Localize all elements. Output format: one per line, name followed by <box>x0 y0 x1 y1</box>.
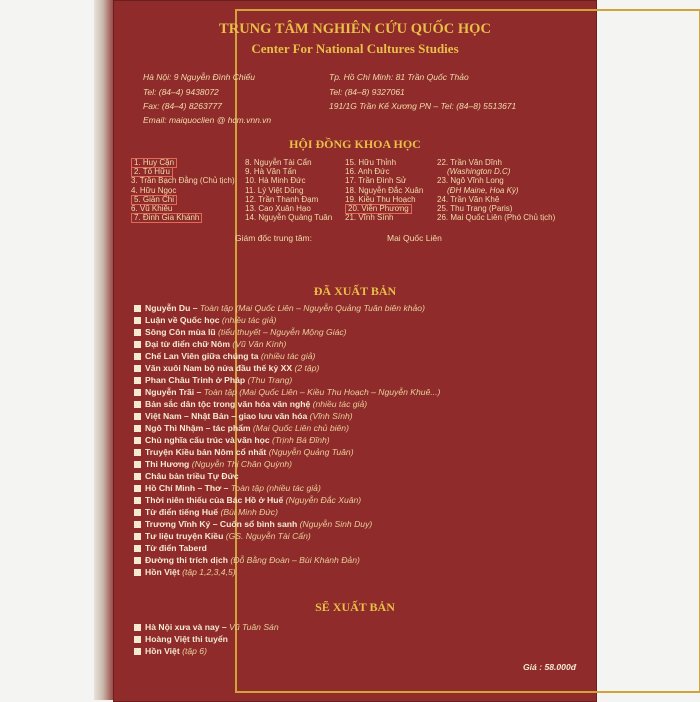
book-title: Từ điển tiếng Huế <box>145 507 219 517</box>
book-note: (Nguyễn Quảng Tuân) <box>268 447 354 457</box>
book-note: (Vũ Văn Kính) <box>232 339 287 349</box>
book-list-item <box>134 518 584 530</box>
book-title: Thời niên thiếu của Bác Hồ ở Huế <box>145 495 284 505</box>
book-note: (2 tập) <box>294 363 320 373</box>
book-list-item <box>134 338 584 350</box>
book-title: Trương Vĩnh Ký – Cuốn sổ bình sanh <box>145 519 298 529</box>
square-bullet-icon <box>134 545 141 552</box>
book-list-item <box>134 506 584 518</box>
book-note: Toàn tập (nhiều tác giả) <box>230 483 321 493</box>
book-note: (Bùi Minh Đức) <box>220 507 278 517</box>
square-bullet-icon <box>134 377 141 384</box>
book-title: Hà Nội xưa và nay – <box>145 622 227 632</box>
council-member: 1. Huy Cận <box>131 158 177 168</box>
book-note: Toàn tập (Mai Quốc Liên – Kiều Thu Hoạch – Nguyễn Khuê...) <box>203 387 441 397</box>
council-member: 19. Kiều Thu Hoạch <box>345 194 416 204</box>
council-member: 6. Vũ Khiêu <box>131 203 173 213</box>
address-hcm-2: 191/1G Trần Kế Xương PN – Tel: (84–8) 5513671 <box>329 101 517 111</box>
council-member: 12. Trần Thanh Đạm <box>245 194 319 204</box>
book-note: (Vĩnh Sính) <box>309 411 353 421</box>
tel-hcm: Tel: (84–8) 9327061 <box>329 87 405 97</box>
council-member: 11. Lý Việt Dũng <box>245 185 304 195</box>
center-title-vietnamese: TRUNG TÂM NGHIÊN CỨU QUỐC HỌC <box>219 21 491 37</box>
center-title-english: Center For National Cultures Studies <box>251 41 459 56</box>
book-note: (Nguyễn Đắc Xuân) <box>285 495 362 505</box>
square-bullet-icon <box>134 365 141 372</box>
council-member: 4. Hữu Ngọc <box>131 185 177 195</box>
book-list-item <box>134 554 584 566</box>
council-member: 18. Nguyễn Đắc Xuân <box>345 185 424 195</box>
book-note: (Nguyễn Thị Chân Quỳnh) <box>191 459 293 469</box>
council-member-note: (ĐH Maine, Hoa Kỳ) <box>447 185 519 195</box>
council-member: 5. Giản Chi <box>131 195 177 205</box>
back-cover <box>113 0 597 702</box>
council-heading: HỘI ĐỒNG KHOA HỌC <box>289 137 421 151</box>
book-title: Truyện Kiều bản Nôm cổ nhất <box>145 447 267 457</box>
council-member: 8. Nguyễn Tài Cẩn <box>245 158 312 167</box>
book-title: Ngô Thì Nhậm – tác phẩm <box>145 423 251 433</box>
book-list-item <box>134 458 584 470</box>
square-bullet-icon <box>134 473 141 480</box>
council-column-4 <box>437 158 555 222</box>
council-member: 24. Trần Văn Khê <box>437 194 500 204</box>
book-note: Vũ Tuân Sán <box>229 622 279 632</box>
council-column-2 <box>245 158 332 222</box>
book-note: (Đỗ Bằng Đoàn – Bùi Khánh Đản) <box>230 555 360 565</box>
book-list-item <box>134 566 584 578</box>
council-member: 2. Tố Hữu <box>131 167 173 177</box>
square-bullet-icon <box>134 437 141 444</box>
published-list <box>134 302 584 578</box>
book-list-item <box>134 530 584 542</box>
book-note: (tập 1,2,3,4,5) <box>182 567 236 577</box>
book-list-item <box>134 434 584 446</box>
book-list-item <box>134 410 584 422</box>
council-member: 21. Vĩnh Sính <box>345 213 394 223</box>
square-bullet-icon <box>134 533 141 540</box>
book-note: (Mai Quốc Liên chủ biên) <box>252 423 349 433</box>
square-bullet-icon <box>134 557 141 564</box>
book-title: Đại từ điển chữ Nôm <box>145 339 231 349</box>
square-bullet-icon <box>134 461 141 468</box>
council-member: 15. Hữu Thỉnh <box>345 158 397 167</box>
council-member: 20. Viễn Phương <box>345 204 412 214</box>
book-list-item <box>134 633 584 645</box>
book-title: Hồn Việt <box>145 567 180 577</box>
square-bullet-icon <box>134 648 141 655</box>
council-column-1 <box>131 158 235 222</box>
book-title: Đường thi trích dịch <box>145 555 228 565</box>
book-list-item <box>134 542 584 554</box>
book-note: (nhiều tác giả) <box>260 351 316 361</box>
book-title: Văn xuôi Nam bộ nửa đầu thế kỷ XX <box>145 363 293 373</box>
book-list-item <box>134 446 584 458</box>
council-member-note: (Washington D.C) <box>447 167 511 177</box>
council-member: 13. Cao Xuân Hạo <box>245 203 311 213</box>
book-note: (Thu Trang) <box>247 375 293 385</box>
book-title: Việt Nam – Nhật Bản – giao lưu văn hóa <box>145 411 308 421</box>
square-bullet-icon <box>134 401 141 408</box>
council-member: 3. Trần Bạch Đằng (Chủ tịch) <box>131 176 235 186</box>
email: Email: maiquoclien @ hcm.vnn.vn <box>143 115 272 125</box>
council-member: 14. Nguyễn Quảng Tuân <box>245 213 333 223</box>
director-label: Giám đốc trung tâm: <box>235 233 313 243</box>
book-note: (tiểu thuyết – Nguyễn Mộng Giác) <box>218 327 347 337</box>
square-bullet-icon <box>134 624 141 631</box>
book-title: Nguyễn Du – <box>145 303 198 313</box>
council-member: 25. Thu Trang (Paris) <box>437 203 513 213</box>
book-list-item <box>134 470 584 482</box>
book-note: (GS. Nguyễn Tài Cẩn) <box>225 531 311 541</box>
square-bullet-icon <box>134 497 141 504</box>
book-title: Thi Hương <box>145 459 190 469</box>
book-list-item <box>134 302 584 314</box>
book-list-item <box>134 326 584 338</box>
council-member: 10. Hà Minh Đức <box>245 176 306 186</box>
book-title: Chủ nghĩa cấu trúc và văn học <box>145 435 270 445</box>
upcoming-heading: SẼ XUẤT BẢN <box>315 600 395 614</box>
square-bullet-icon <box>134 636 141 643</box>
book-title: Chế Lan Viên giữa chúng ta <box>145 351 259 361</box>
book-list-item <box>134 621 584 633</box>
book-note: Toàn tập (Mai Quốc Liên – Nguyễn Quảng Tuân biên khảo) <box>199 303 425 313</box>
square-bullet-icon <box>134 569 141 576</box>
square-bullet-icon <box>134 509 141 516</box>
council-member: 22. Trần Văn Dĩnh <box>437 158 502 167</box>
address-hcm: Tp. Hồ Chí Minh: 81 Trần Quốc Thảo <box>329 72 469 82</box>
tel-hanoi: Tel: (84–4) 9438072 <box>143 87 219 97</box>
book-title: Bản sắc dân tộc trong văn hóa văn nghệ <box>145 399 311 409</box>
square-bullet-icon <box>134 485 141 492</box>
council-member: 26. Mai Quốc Liên (Phó Chủ tịch) <box>437 213 556 223</box>
council-member: 9. Hà Văn Tấn <box>245 167 297 177</box>
book-title: Tư liệu truyện Kiều <box>145 531 224 541</box>
square-bullet-icon <box>134 341 141 348</box>
director-name: Mai Quốc Liên <box>387 233 442 243</box>
book-list-item <box>134 350 584 362</box>
book-title: Luận về Quốc học <box>145 315 220 325</box>
book-note: (Nguyễn Sinh Duy) <box>299 519 373 529</box>
square-bullet-icon <box>134 317 141 324</box>
council-member: 17. Trần Đình Sử <box>345 176 407 186</box>
council-column-3 <box>345 158 423 222</box>
book-note: (Trịnh Bá Đĩnh) <box>272 435 330 445</box>
book-title: Châu bản triều Tự Đức <box>145 471 239 481</box>
council-member: 23. Ngô Vĩnh Long <box>437 176 504 186</box>
council-member: 7. Đinh Gia Khánh <box>131 213 202 223</box>
book-list-item <box>134 386 584 398</box>
book-list-item <box>134 314 584 326</box>
book-list-item <box>134 482 584 494</box>
square-bullet-icon <box>134 389 141 396</box>
book-list-item <box>134 374 584 386</box>
book-list-item <box>134 645 584 657</box>
price-label: Giá : 58.000đ <box>522 662 576 672</box>
square-bullet-icon <box>134 521 141 528</box>
upcoming-list <box>134 621 584 657</box>
book-list-item <box>134 422 584 434</box>
book-title: Hồ Chí Minh – Thơ – <box>145 483 229 493</box>
address-hanoi: Hà Nội: 9 Nguyễn Đình Chiểu <box>143 72 255 82</box>
square-bullet-icon <box>134 329 141 336</box>
book-note: (nhiều tác giả) <box>221 315 277 325</box>
square-bullet-icon <box>134 413 141 420</box>
fax-hanoi: Fax: (84–4) 8263777 <box>143 101 222 111</box>
published-heading: ĐÃ XUẤT BẢN <box>313 284 397 298</box>
square-bullet-icon <box>134 425 141 432</box>
book-list-item <box>134 362 584 374</box>
book-note: (nhiều tác giả) <box>312 399 368 409</box>
book-list-item <box>134 494 584 506</box>
book-title: Nguyễn Trãi – <box>145 387 202 397</box>
book-title: Sông Côn mùa lũ <box>145 327 216 337</box>
book-title: Hồn Việt <box>145 646 180 656</box>
book-title: Phan Châu Trinh ở Pháp <box>145 375 246 385</box>
book-note: (tập 6) <box>182 646 207 656</box>
square-bullet-icon <box>134 449 141 456</box>
book-title: Hoàng Việt thi tuyển <box>145 634 228 644</box>
council-member: 16. Anh Đức <box>345 167 390 177</box>
square-bullet-icon <box>134 305 141 312</box>
book-list-item <box>134 398 584 410</box>
square-bullet-icon <box>134 353 141 360</box>
book-title: Từ điển Taberd <box>145 543 207 553</box>
